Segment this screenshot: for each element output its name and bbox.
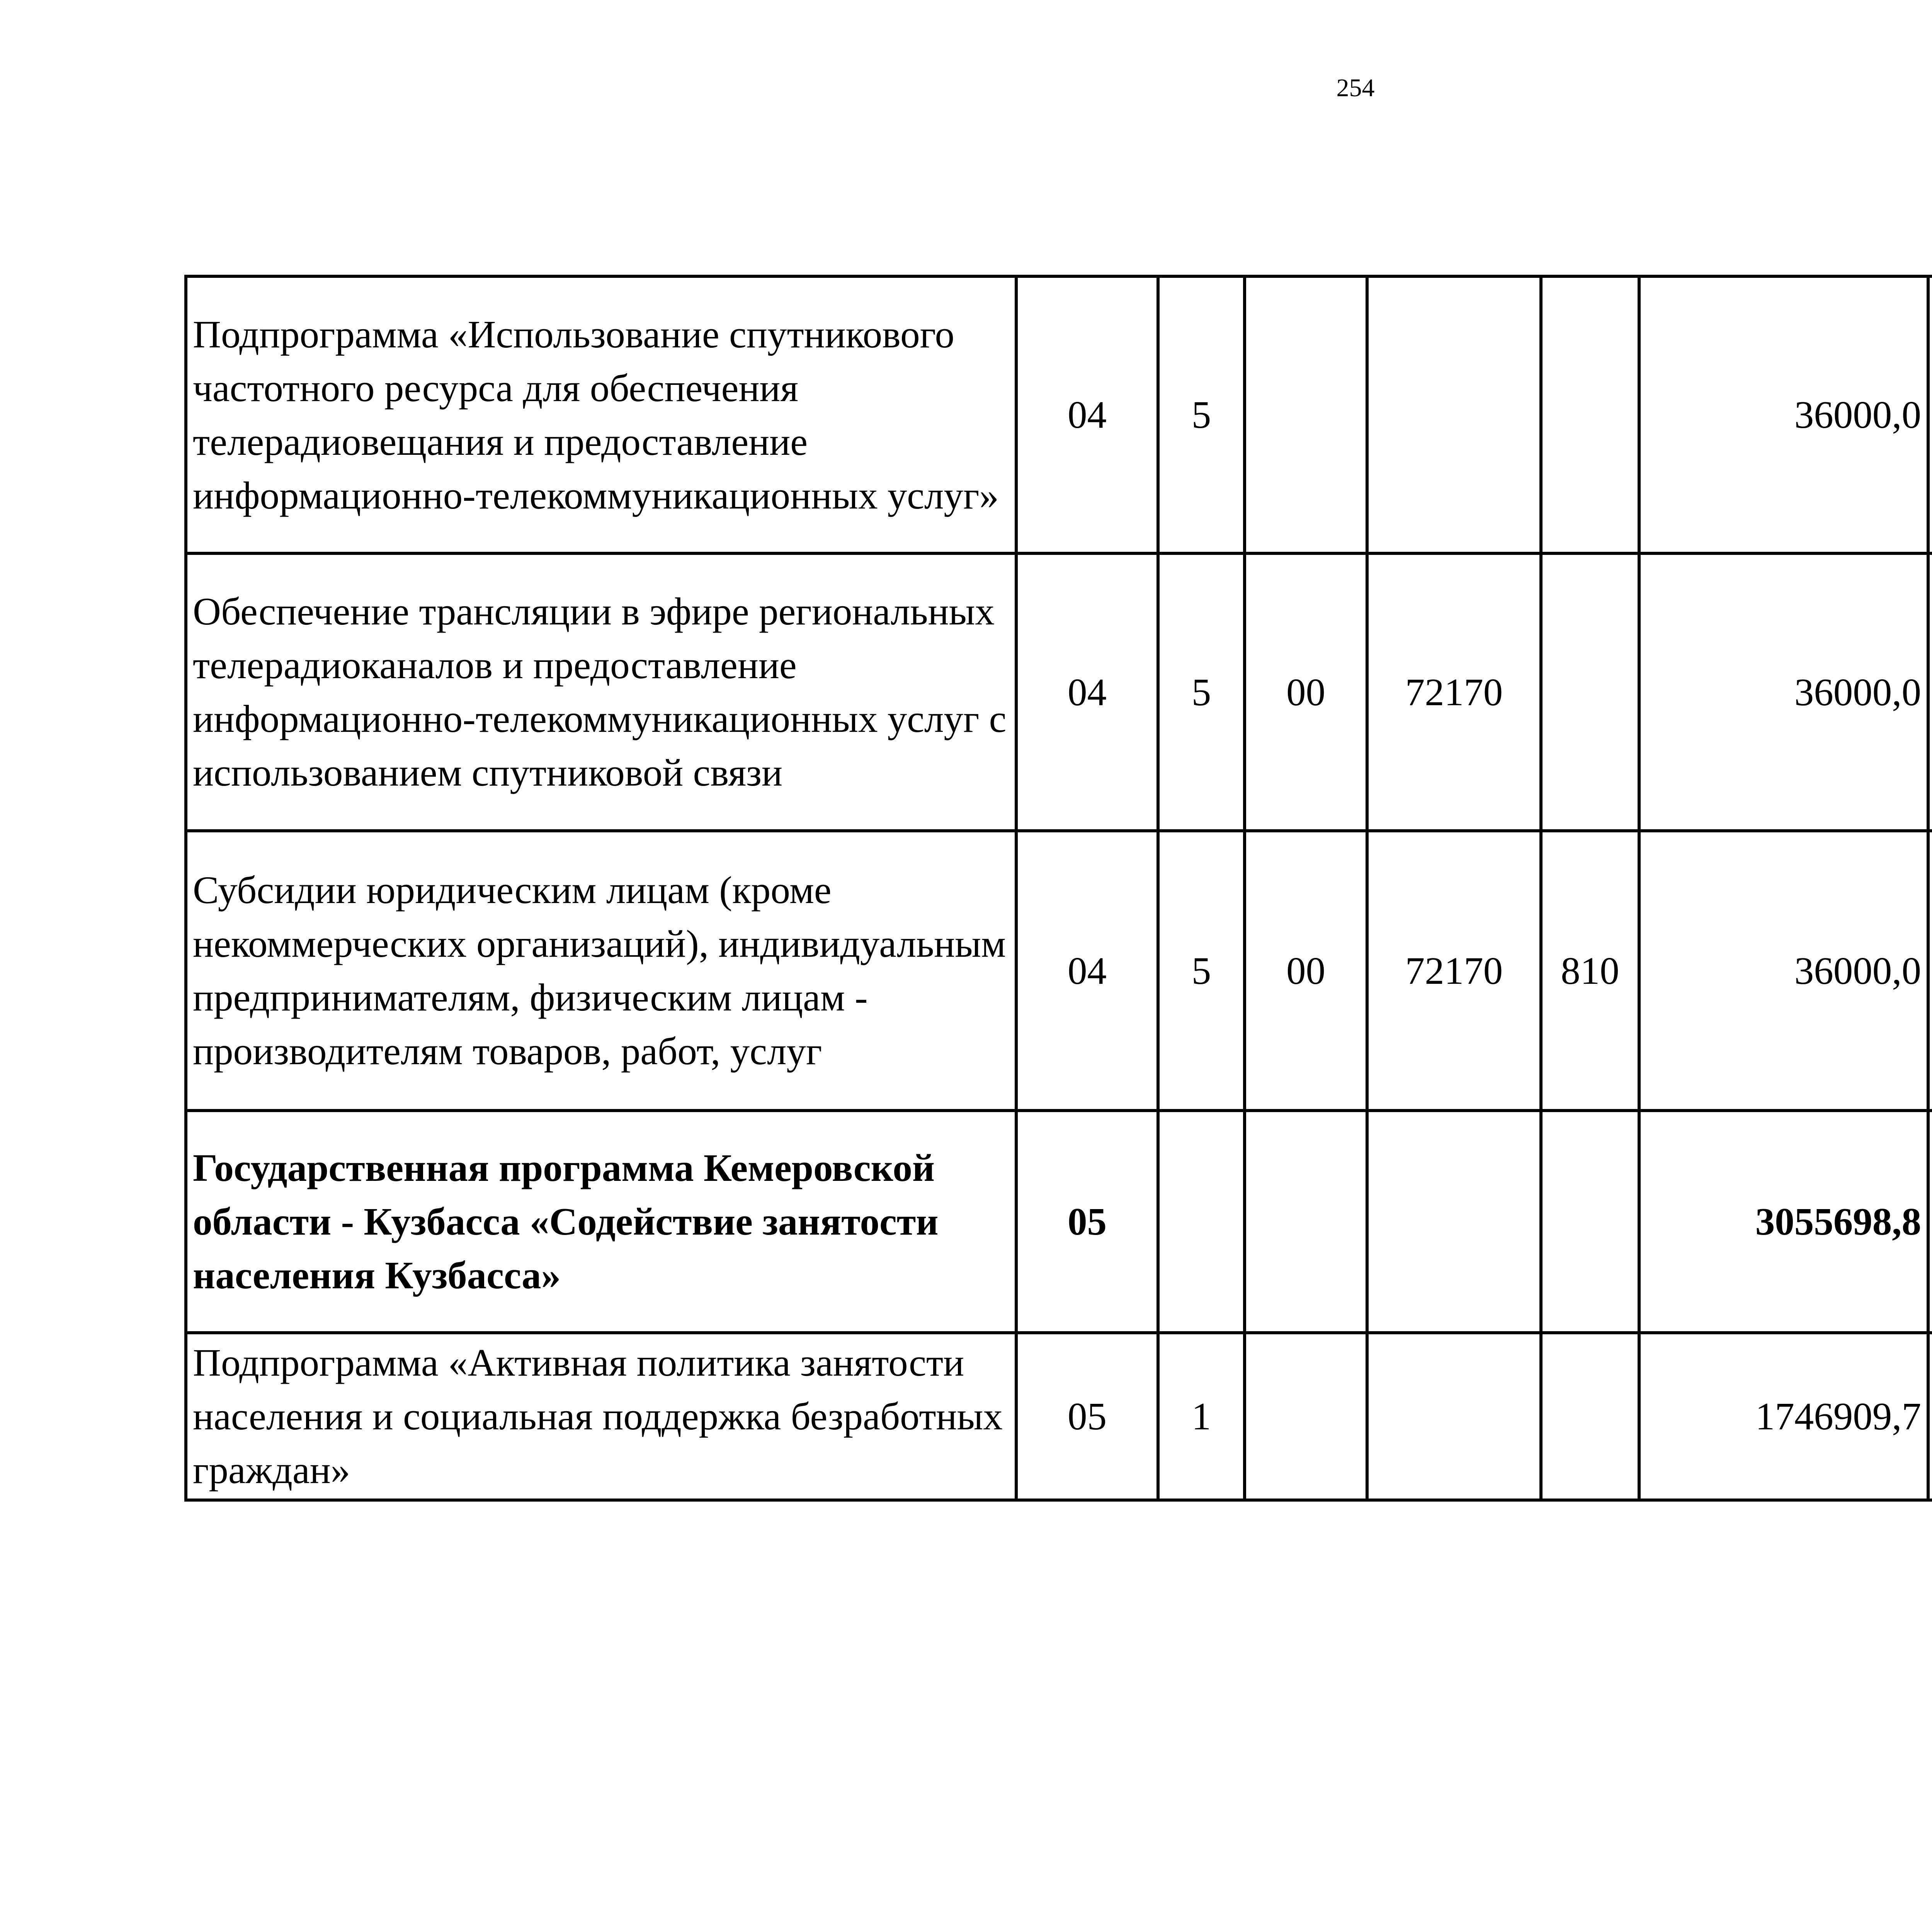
event-code: 00 xyxy=(1245,553,1367,831)
row-name: Государственная программа Кемеровской области - Кузбасса «Содействие занятости населения Кузбасса» xyxy=(186,1111,1016,1333)
amount-year-1: 36000,0 xyxy=(1639,553,1928,831)
event-code xyxy=(1245,1111,1367,1333)
direction-code xyxy=(1367,276,1541,553)
subprogram-code xyxy=(1158,1111,1245,1333)
event-code xyxy=(1245,1333,1367,1500)
subprogram-code: 5 xyxy=(1158,831,1245,1111)
direction-code: 72170 xyxy=(1367,553,1541,831)
section-code: 04 xyxy=(1016,553,1158,831)
table-row xyxy=(186,831,1932,1111)
amount-year-1: 36000,0 xyxy=(1639,831,1928,1111)
event-code xyxy=(1245,276,1367,553)
subprogram-code: 1 xyxy=(1158,1333,1245,1500)
expense-type-code: 810 xyxy=(1541,831,1639,1111)
amount-year-2 xyxy=(1928,1333,1932,1500)
amount-year-2 xyxy=(1928,1111,1932,1333)
amount-year-2 xyxy=(1928,831,1932,1111)
page-number: 254 xyxy=(1336,74,1375,102)
row-name: Подпрограмма «Активная политика занятости населения и социальная поддержка безработных граждан» xyxy=(186,1333,1016,1500)
row-name: Субсидии юридическим лицам (кроме некоммерческих организаций), индивидуальным предпринимателям, физическим лицам - производителям товаров, работ, услуг xyxy=(186,831,1016,1111)
section-code: 04 xyxy=(1016,831,1158,1111)
amount-year-2 xyxy=(1928,553,1932,831)
direction-code xyxy=(1367,1111,1541,1333)
amount-year-1: 3055698,8 xyxy=(1639,1111,1928,1333)
table-row xyxy=(186,553,1932,831)
budget-table xyxy=(184,275,1932,1502)
table-row xyxy=(186,1111,1932,1333)
table-row xyxy=(186,1333,1932,1500)
table-row xyxy=(186,276,1932,553)
amount-year-1: 1746909,7 xyxy=(1639,1333,1928,1500)
expense-type-code xyxy=(1541,276,1639,553)
section-code: 04 xyxy=(1016,276,1158,553)
section-code: 05 xyxy=(1016,1333,1158,1500)
expense-type-code xyxy=(1541,1333,1639,1500)
direction-code xyxy=(1367,1333,1541,1500)
direction-code: 72170 xyxy=(1367,831,1541,1111)
amount-year-1: 36000,0 xyxy=(1639,276,1928,553)
row-name: Подпрограмма «Использование спутникового частотного ресурса для обеспечения телерадиовещания и предоставление информационно-телекоммуникационных услуг» xyxy=(186,276,1016,553)
expense-type-code xyxy=(1541,1111,1639,1333)
section-code: 05 xyxy=(1016,1111,1158,1333)
expense-type-code xyxy=(1541,553,1639,831)
row-name: Обеспечение трансляции в эфире региональных телерадиоканалов и предоставление информационно-телекоммуникационных услуг с использованием спутниковой связи xyxy=(186,553,1016,831)
event-code: 00 xyxy=(1245,831,1367,1111)
subprogram-code: 5 xyxy=(1158,276,1245,553)
amount-year-2 xyxy=(1928,276,1932,553)
subprogram-code: 5 xyxy=(1158,553,1245,831)
